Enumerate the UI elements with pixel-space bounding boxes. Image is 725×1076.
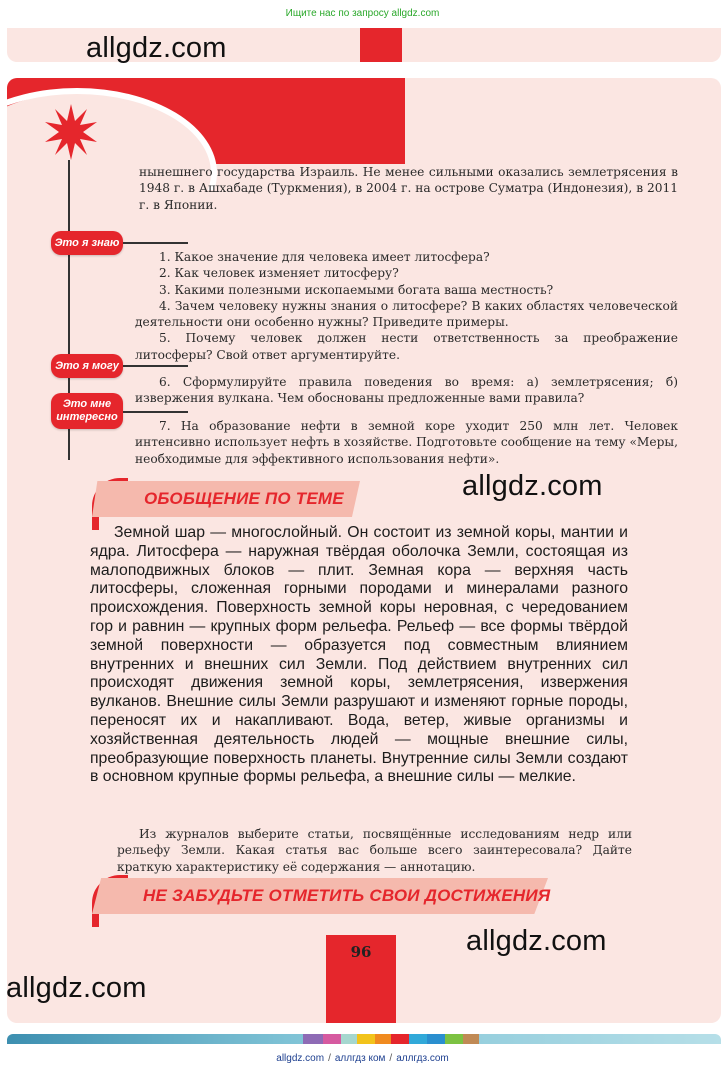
intro-paragraph: нынешнего государства Израиль. Не менее сильными оказались землетрясения в 1948 г. в Ашхабаде (Туркмения), в 2004 г. на острове Суматра (Индонезия), в 2011 г. в Японии.	[139, 165, 678, 212]
footer-link-1[interactable]: allgdz.com	[276, 1053, 325, 1064]
summary-paragraph: Земной шар — многослойный. Он состоит из земной коры, мантии и ядра. Литосфера — наружная твёрдая оболочка Земли, состоящая из малоподвижных блоков — плит. Земная кора — верхняя часть литосферы, сложенная горными породами и минералами разного происхождения. Поверхность земной коры неровная, с чередованием гор и равнин — крупных форм рельефа. Рельеф — все формы твёрдой земной поверхности — образуется под совместным влиянием внутренних и внешних сил Земли. Под действием внутренних сил происходят движения земной коры, землетрясения, извержения вулканов. Внешние силы Земли разрушают и изменяют горные породы, переносят их и накапливают. Вода, ветер, живые организмы и хозяйственная деятельность людей — мощные внешние силы, преобразующие поверхность планеты. Внутренние силы Земли создают в основном крупные формы рельефа, а внешние силы — мелкие.	[90, 524, 628, 786]
tag-interesting	[51, 393, 123, 429]
footer-separator: /	[389, 1053, 393, 1064]
question-6: 6. Сформулируйте правила поведения во время: а) землетрясения; б) извержения вулкана. Чем обоснованы предложенные вами правила?	[135, 375, 678, 406]
task-paragraph: Из журналов выберите статьи, посвящённые исследованиям недр или рельефу Земли. Какая статья вас больше всего заинтересовала? Дайте краткую характеристику её содержания — аннотацию.	[117, 827, 632, 874]
footer-separator: /	[328, 1053, 331, 1064]
footer-link-3[interactable]: аллгдз.com	[396, 1053, 449, 1064]
watermark: allgdz.com	[86, 32, 227, 64]
watermark: allgdz.com	[6, 972, 147, 1004]
question-7: 7. На образование нефти в земной коре уходит 250 млн лет. Человек интенсивно использует нефть в хозяйстве. Подготовьте сообщение на тему «Меры, необходимые для эффективного использования нефти».	[135, 419, 678, 466]
tag-interesting-line2: интересно	[56, 411, 118, 423]
questions-can	[135, 374, 678, 407]
star-icon	[43, 104, 99, 160]
page-number: 96	[326, 935, 396, 1023]
tag-connector	[123, 411, 188, 413]
previous-page-red-tab	[360, 28, 402, 62]
question-5: 5. Почему человек должен нести ответственность за преображение литосферы? Свой ответ аргументируйте.	[135, 331, 678, 362]
footer-links	[0, 1053, 725, 1064]
watermark: allgdz.com	[462, 470, 603, 502]
summary-heading: ОБОБЩЕНИЕ ПО ТЕМЕ	[144, 489, 344, 508]
textbook-page	[7, 78, 721, 1023]
achievements-heading: НЕ ЗАБУДЬТЕ ОТМЕТИТЬ СВОИ ДОСТИЖЕНИЯ	[143, 886, 551, 905]
tag-connector	[123, 242, 188, 244]
tag-connector	[123, 365, 188, 367]
question-3: 3. Какими полезными ископаемыми богата ваша местность?	[159, 282, 554, 297]
question-4: 4. Зачем человеку нужны знания о литосфере? В каких областях человеческой деятельности они особенно нужны? Приведите примеры.	[135, 298, 678, 330]
tag-interesting-line1: Это мне	[62, 398, 112, 410]
watermark: allgdz.com	[466, 925, 607, 957]
question-2: 2. Как человек изменяет литосферу?	[159, 266, 399, 281]
tag-can: Это я могу	[51, 354, 123, 378]
question-1: 1. Какое значение для человека имеет литосфера?	[159, 250, 490, 264]
footer-link-2[interactable]: аллгдз ком	[334, 1053, 386, 1064]
search-hint[interactable]: Ищите нас по запросу allgdz.com	[285, 8, 440, 19]
next-page-strip	[7, 1034, 721, 1044]
questions-interesting	[135, 418, 678, 467]
questions-know	[135, 249, 678, 363]
tag-know: Это я знаю	[51, 231, 123, 255]
